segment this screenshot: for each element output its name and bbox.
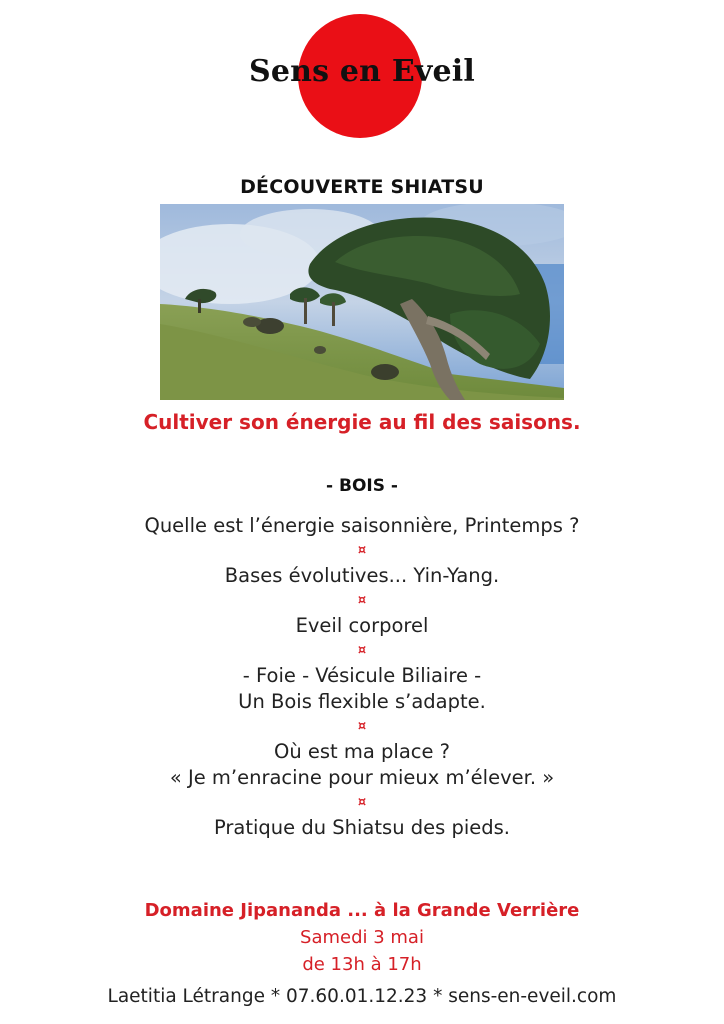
list-item: Eveil corporel — [295, 614, 429, 637]
venue: Domaine Jipananda ... à la Grande Verrière — [144, 900, 580, 921]
list-item: Pratique du Shiatsu des pieds. — [213, 816, 511, 839]
separator: ¤ — [357, 795, 367, 810]
event-date: Samedi 3 mai — [300, 927, 424, 948]
tagline: Cultiver son énergie au fil des saisons. — [143, 410, 581, 434]
list-item: Bases évolutives... Yin-Yang. — [224, 564, 500, 587]
program-list — [0, 513, 724, 841]
event-time: de 13h à 17h — [302, 954, 422, 975]
list-item: - Foie - Vésicule Biliaire - — [242, 664, 482, 687]
logo-text: Sens en Eveil — [248, 54, 476, 89]
contact-info: Laetitia Létrange * 07.60.01.12.23 * sens-en-eveil.com — [107, 986, 617, 1007]
page-title: DÉCOUVERTE SHIATSU — [240, 176, 484, 198]
landscape-photo — [160, 204, 564, 400]
separator: ¤ — [357, 643, 367, 658]
separator: ¤ — [357, 543, 367, 558]
list-item: Quelle est l’énergie saisonnière, Printemps ? — [144, 514, 580, 537]
list-item: « Je m’enracine pour mieux m’élever. » — [169, 766, 555, 789]
logo — [0, 14, 724, 138]
list-item: Un Bois flexible s’adapte. — [238, 690, 486, 713]
section-label: - BOIS - — [326, 476, 398, 496]
list-item: Où est ma place ? — [273, 740, 451, 763]
separator: ¤ — [357, 593, 367, 608]
separator: ¤ — [357, 719, 367, 734]
